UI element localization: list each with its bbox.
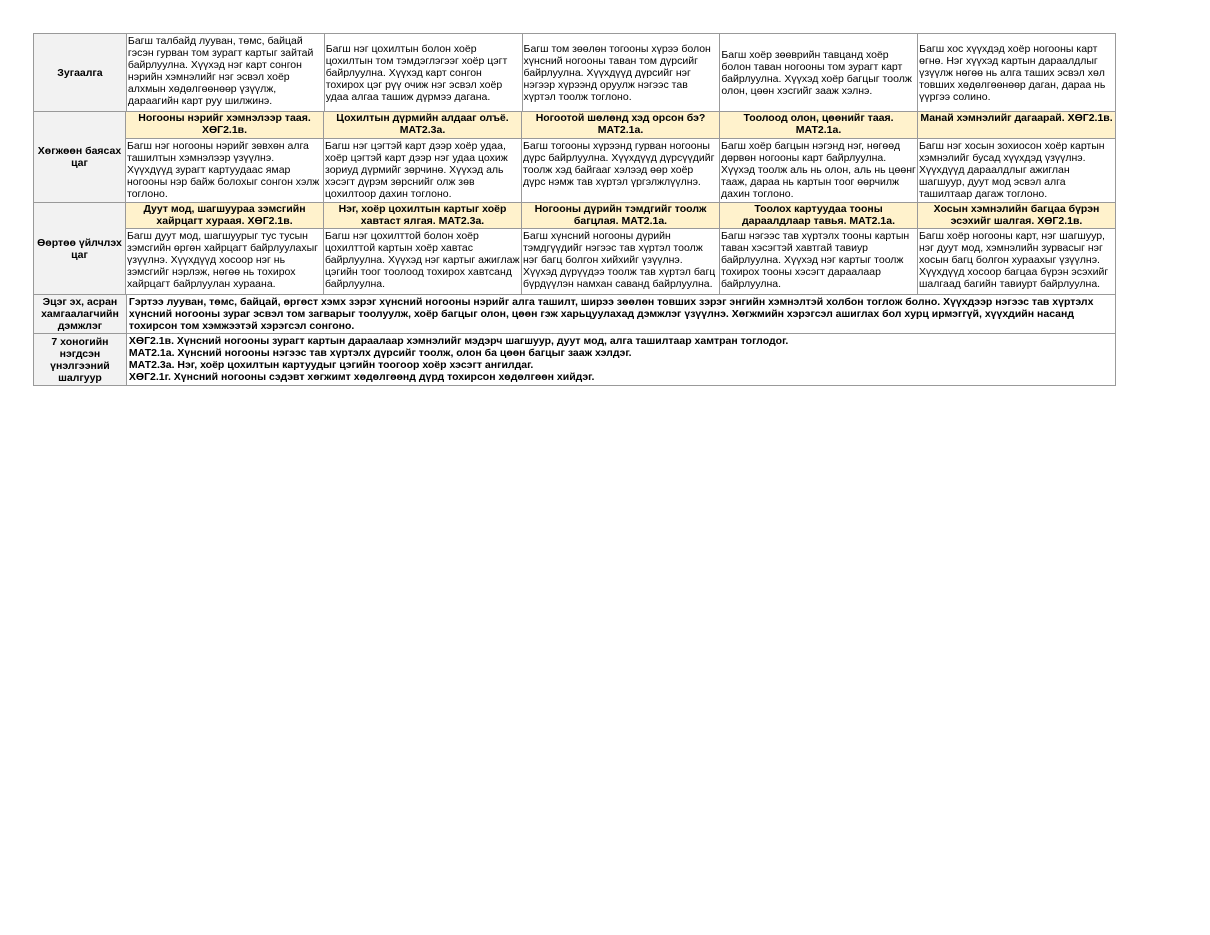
self-care-activity-3: Багш хүнсний ногооны дүрийн тэмдгүүдийг нэгээс тав хүртэл тоолж нэг багц болгон хийхийг үзүүлнэ. Хүүхэд дүрүүдээ тоолж тав хүртэл багц бүрдүүлэн намхан саванд байрлуулна.	[522, 229, 720, 295]
table-row-parent-support	[33, 295, 1116, 334]
fun-time-activity-3: Багш тогооны хүрээнд гурван ногооны дүрс байрлуулна. Хүүхдүүд дүрсүүдийг тоолж хэд байгааг хэлээд өөр хоёр дүрс нэмж тав хүртэл үргэлжлүүлнэ.	[522, 139, 720, 203]
self-care-body	[126, 203, 1116, 295]
fun-time-titles	[126, 112, 1116, 139]
fun-time-title-3: Ногоотой шөлөнд хэд орсон бэ? МАТ2.1а.	[522, 112, 720, 139]
assessment-criteria	[127, 334, 1116, 386]
fun-time-activity-2: Багш нэг цэгтэй карт дээр хоёр удаа, хоёр цэгтэй карт дээр нэг удаа цохиж зориуд дүрмийг зөрчинө. Хүүхэд аль хэсэгт дүрэм зөрснийг олж зөв цохилтоор дахин тоглоно.	[324, 139, 522, 203]
table-row-walk	[33, 33, 1116, 112]
self-care-titles	[126, 203, 1116, 229]
walk-activity-5	[918, 34, 1116, 112]
table-row-assessment	[33, 334, 1116, 386]
row-header-self-care: Өөртөө үйлчлэх цаг	[34, 203, 126, 295]
self-care-activity-1: Багш дуут мод, шагшуурыг тус тусын зэмсгийн өргөн хайрцагт байрлуулахыг үзүүлнэ. Хүүхдүүд хосоор нэг нь зэмсгийг нэрлэж, нөгөө нь тохирох хайрцагт байрлуулан хураана.	[126, 229, 324, 295]
walk-activity-3	[523, 34, 721, 112]
walk-activity-1: Багш талбайд лууван, төмс, байцай гэсэн гурван том зурагт картыг зайтай байрлуулна. Хүүхэд нэг карт сонгон нэрийн хэмнэлийг нэг эсвэл хоёр алхмын хөдөлгөөнөөр үзүүлж, дараагийн карт руу шилжинэ.	[127, 34, 325, 112]
walk-activity-2	[325, 34, 523, 112]
fun-time-activity-4: Багш хоёр багцын нэгэнд нэг, нөгөөд дөрвөн ногооны карт байрлуулна. Хүүхэд тоолж аль нь олон, аль нь цөөнг тааж, дараа нь картын тоог өөрчилж дахин тоглоно.	[720, 139, 918, 203]
assessment-criterion: ХӨГ2.1в. Хүнсний ногооны зурагт картын дараалаар хэмнэлийг мэдэрч шагшуур, дуут мод, алга ташилтаар хамтран тоглодог.	[128, 335, 789, 347]
fun-time-title-1: Ногооны нэрийг хэмнэлээр таая. ХӨГ2.1в.	[126, 112, 324, 139]
fun-time-activity-1: Багш нэг ногооны нэрийг зөвхөн алга ташилтын хэмнэлээр үзүүлнэ. Хүүхдүүд зурагт картуудаас ямар ногооны нэр байж болохыг сонгон хэлж тоглоно.	[126, 139, 324, 203]
walk-activity-2-text: Багш нэг цохилтын болон хоёр цохилтын том тэмдэглэгээг хоёр цэгт байрлуулна. Хүүхэд карт сонгон тохирох цэг рүү очиж нэг эсвэл хоёр удаа алгаа ташиж дүрмээ дагана.	[325, 43, 508, 103]
self-care-title-5: Хосын хэмнэлийн багцаа бүрэн эсэхийг шалгая. ХӨГ2.1в.	[918, 203, 1116, 229]
self-care-descriptions	[126, 229, 1116, 295]
walk-activity-4-text: Багш хоёр зөөврийн тавцанд хоёр болон таван ногооны том зурагт карт байрлуулна. Хүүхэд хоёр багцыг тоолж олон, цөөн хэсгийг зааж хэлнэ.	[721, 49, 912, 97]
self-care-activity-4: Багш нэгээс тав хүртэлх тооны картын таван хэсэгтэй хавтгай тавиур байрлуулна. Хүүхэд нэг картыг тоолж тохирох тооны хэсэгт дараалаар байрлуулна.	[720, 229, 918, 295]
fun-time-title-4: Тоолоод олон, цөөнийг таая. МАТ2.1а.	[720, 112, 918, 139]
self-care-activity-5: Багш хоёр ногооны карт, нэг шагшуур, нэг дуут мод, хэмнэлийн зурвасыг нэг хосын багц болгон хураахыг үзүүлнэ. Хүүхдүүд хосоор багцаа бүрэн эсэхийг шалгаад багийн тавиурт байрлуулна.	[918, 229, 1116, 295]
fun-time-title-5: Манай хэмнэлийг дагаарай. ХӨГ2.1в.	[918, 112, 1116, 139]
fun-time-body	[126, 112, 1116, 203]
parent-support-text: Гэртээ лууван, төмс, байцай, өргөст хэмх зэрэг хүнсний ногооны нэрийг алга ташилт, ширээ зөөлөн товших зэрэг энгийн хэмнэлтэй холбон тоглож болно. Хүүхдээр нэгээс тав хүртэлх хүнсний ногооны зураг эсвэл том загварыг тоолуулж, хоёр багцыг олон, цөөн гэж харьцуулахад дэмжлэг үзүүлнэ. Хөгжмийн хэрэгсэл ашиглах бол хурц ирмэггүй, хүүхдийн насанд тохирсон том хэмжээтэй хэрэгсэл сонгоно.	[127, 295, 1116, 334]
assessment-criterion: МАТ2.3а. Нэг, хоёр цохилтын картуудыг цэгийн тоогоор хоёр хэсэгт ангилдаг.	[128, 359, 534, 371]
self-care-title-4: Тоолох картуудаа тооны дараалдлаар тавья. МАТ2.1а.	[720, 203, 918, 229]
self-care-title-3: Ногооны дүрийн тэмдгийг тоолж багцлая. МАТ2.1а.	[522, 203, 720, 229]
walk-activity-4	[720, 34, 918, 112]
fun-time-descriptions	[126, 139, 1116, 203]
assessment-criterion: ХӨГ2.1г. Хүнсний ногооны сэдэвт хөгжимт хөдөлгөөнд дүрд тохирсон хөдөлгөөн хийдэг.	[128, 371, 595, 383]
row-header-walk: Зугаалга	[34, 34, 127, 112]
row-header-fun-time: Хөгжөөн баясах цаг	[34, 112, 126, 203]
fun-time-activity-5: Багш нэг хосын зохиосон хоёр картын хэмнэлийг бусад хүүхдэд үзүүлнэ. Хүүхдүүд дараалдлыг ажиглан шагшуур, дуут мод эсвэл алга ташилтаар дагаж тоглоно.	[918, 139, 1116, 203]
walk-activity-3-text: Багш том зөөлөн тогооны хүрээ болон хүнсний ногооны таван том дүрсийг байрлуулна. Хүүхдүүд дүрсийг нэг нэгээр хүрээнд оруулж нэгээс тав хүртэл тоолж тоглоно.	[523, 43, 711, 103]
weekly-plan-table	[33, 33, 1116, 386]
fun-time-title-2: Цохилтын дүрмийн алдааг олъё. МАТ2.3а.	[324, 112, 522, 139]
self-care-title-1: Дуут мод, шагшуураа зэмсгийн хайрцагт хураая. ХӨГ2.1в.	[126, 203, 324, 229]
walk-activity-5-text: Багш хос хүүхдэд хоёр ногооны карт өгнө. Нэг хүүхэд картын дараалдлыг үзүүлж нөгөө нь алга таших эсвэл хөл товших хөдөлгөөнөөр даган, дараа нь үүргээ солино.	[919, 43, 1106, 103]
row-header-parent-support: Эцэг эх, асран хамгаалагчийн дэмжлэг	[34, 295, 127, 334]
table-row-self-care	[33, 203, 1116, 295]
self-care-title-2: Нэг, хоёр цохилтын картыг хоёр хавтаст ялгая. МАТ2.3а.	[324, 203, 522, 229]
assessment-criterion: МАТ2.1а. Хүнсний ногооны нэгээс тав хүртэлх дүрсийг тоолж, олон ба цөөн багцыг зааж хэлдэг.	[128, 347, 632, 359]
table-row-fun-time	[33, 112, 1116, 203]
self-care-activity-2: Багш нэг цохилттой болон хоёр цохилттой картын хоёр хавтас байрлуулна. Хүүхэд нэг картыг ажиглаж цэгийн тоог тоолоод тохирох хавтсанд байрлуулна.	[324, 229, 522, 295]
row-header-assessment: 7 хоногийн нэгдсэн үнэлгээний шалгуур	[34, 334, 127, 386]
